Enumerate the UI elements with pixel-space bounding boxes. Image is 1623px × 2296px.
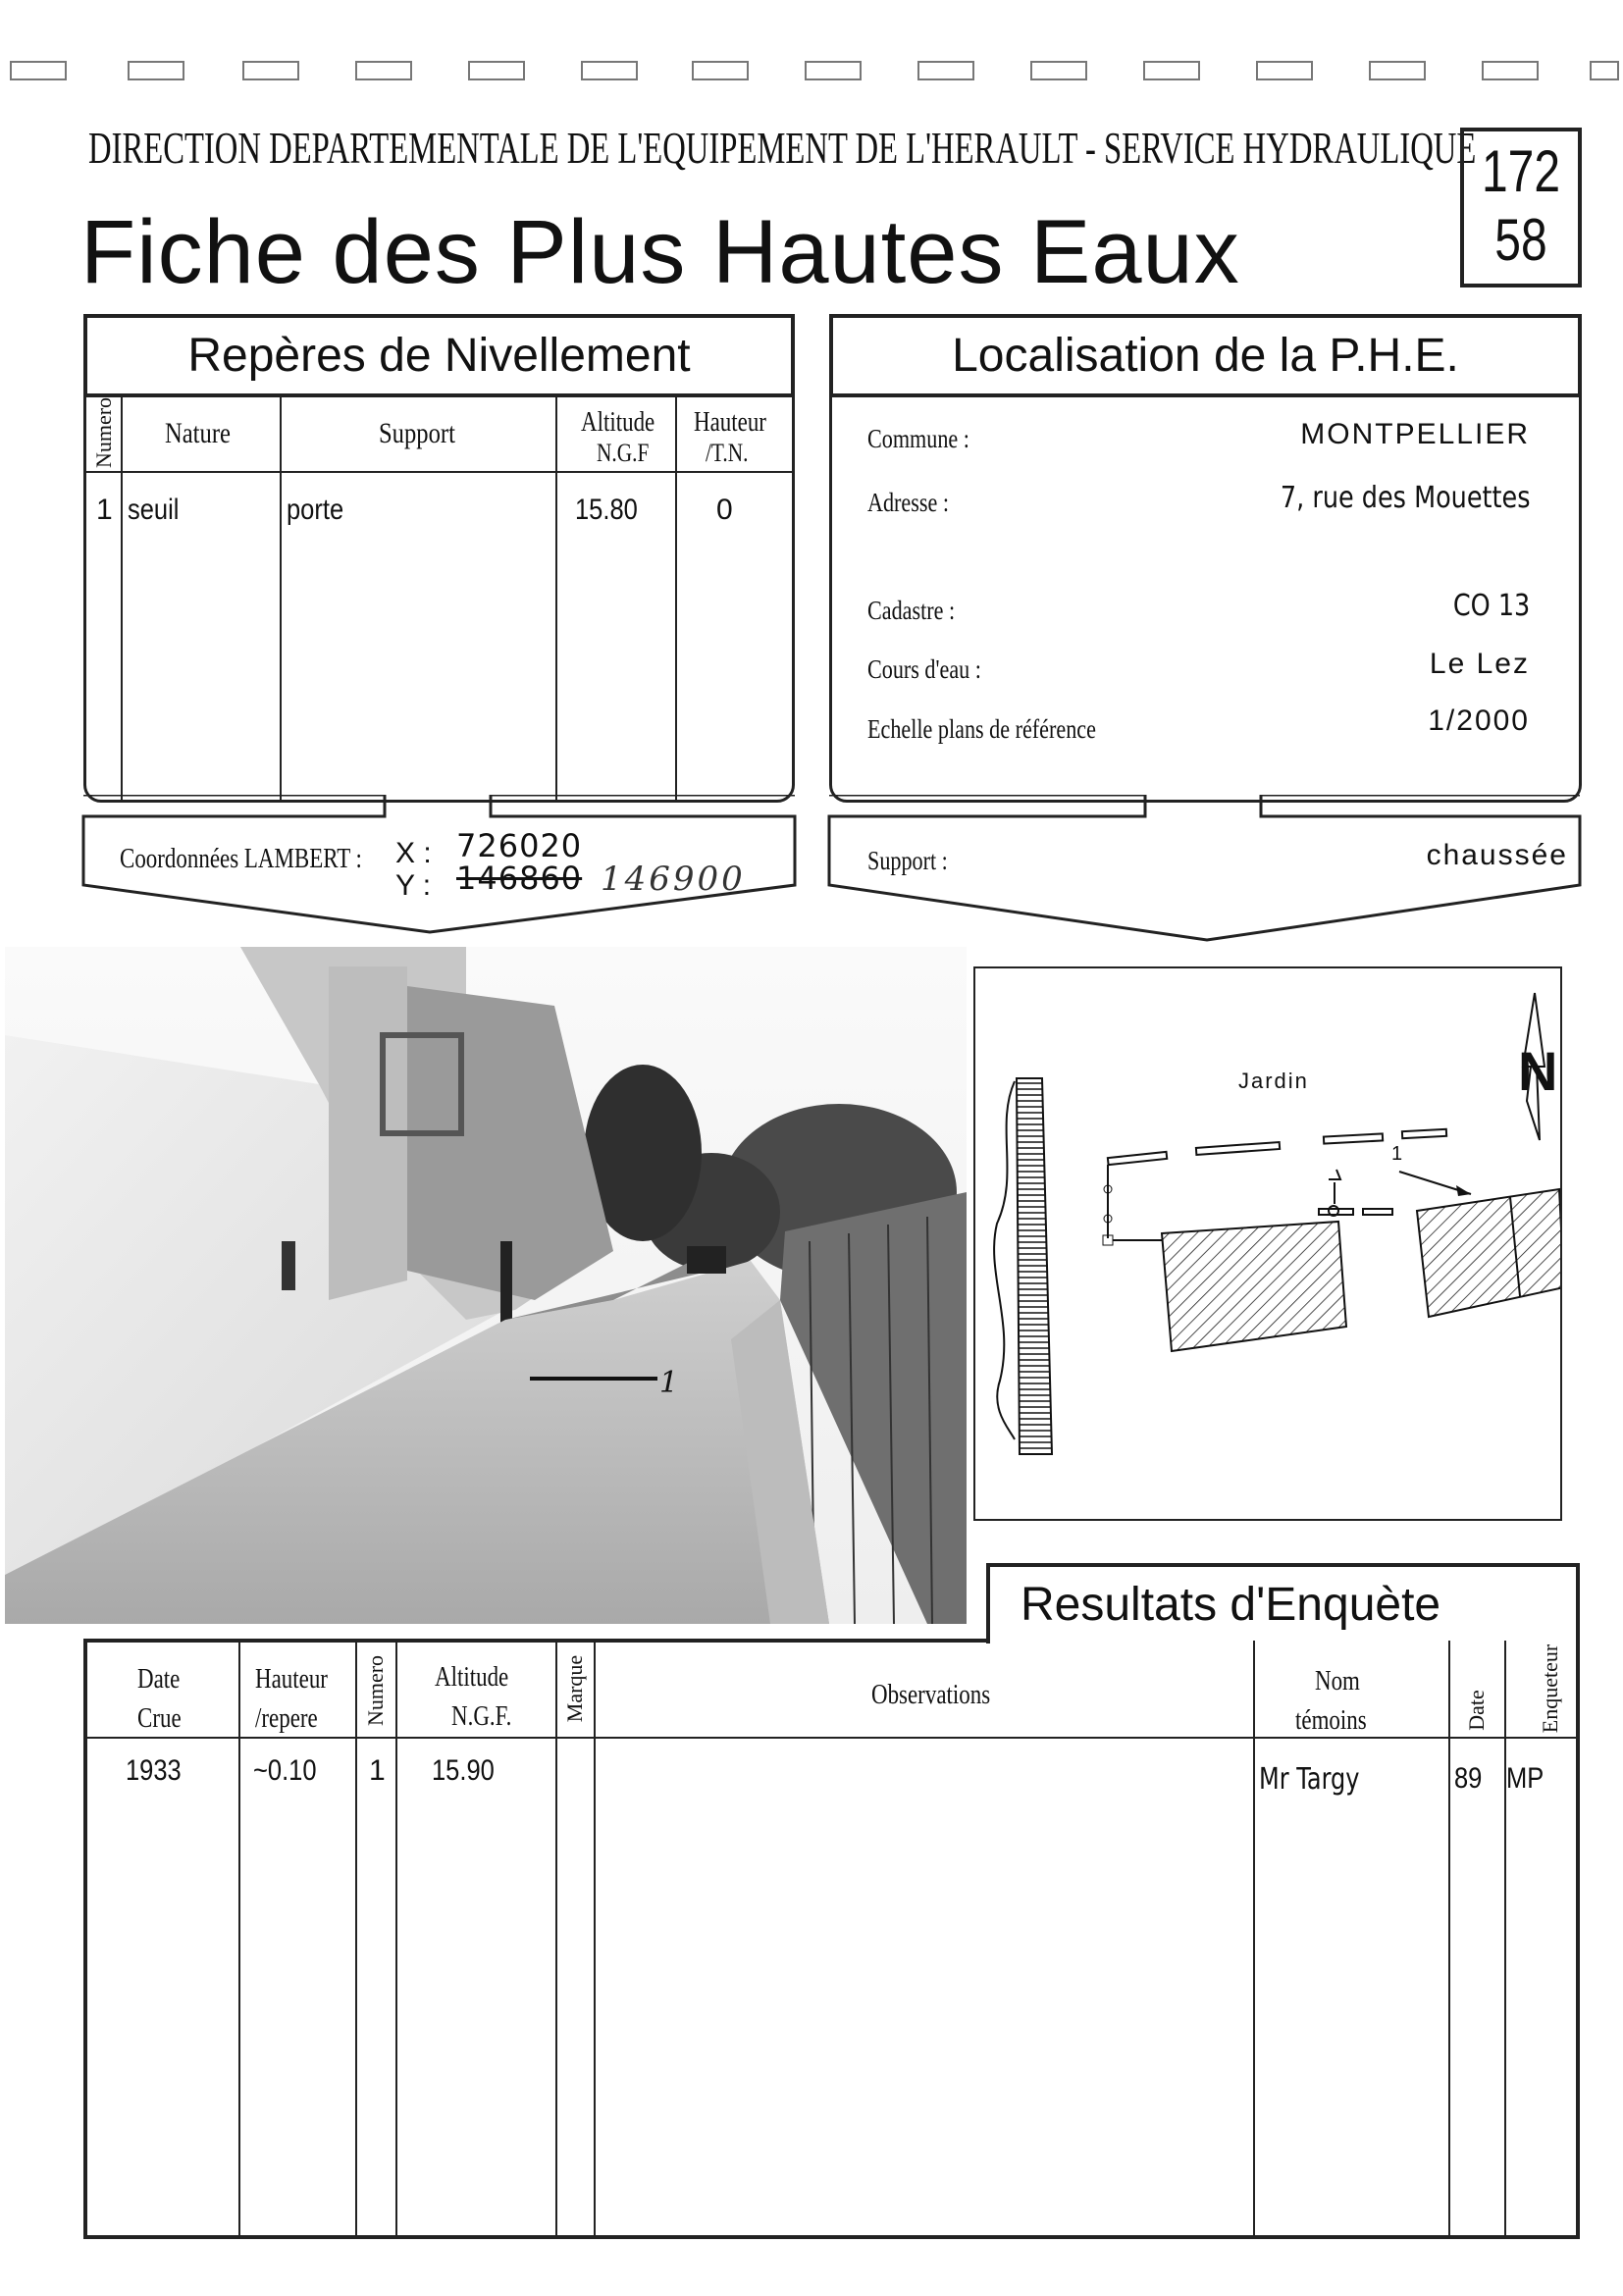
photo-marker: 1 <box>659 1366 679 1400</box>
res-enqueteur: MP <box>1506 1762 1544 1795</box>
plan-marker: 1 <box>1391 1143 1403 1165</box>
cours-eau-value: Le Lez <box>1429 648 1530 680</box>
col-marque: Marque <box>562 1654 587 1723</box>
col-hauteur-repere-2: /repere <box>255 1703 318 1734</box>
commune-value: MONTPELLIER <box>1300 418 1530 450</box>
col-enqueteur: Enqueteur <box>1538 1644 1562 1734</box>
col-date: Date <box>1464 1690 1489 1731</box>
col-hauteur-repere-1: Hauteur <box>255 1664 328 1695</box>
resultats-title: Resultats d'Enquète <box>1021 1579 1441 1631</box>
repere-hauteur: 0 <box>716 494 733 526</box>
lambert-label: Coordonnées LAMBERT : <box>120 844 362 874</box>
x-value: 726020 <box>456 827 583 864</box>
cadastre-value: CO 13 <box>1452 589 1530 623</box>
res-date-crue: 1933 <box>126 1754 182 1787</box>
repere-support: porte <box>287 494 344 526</box>
res-altitude: 15.90 <box>432 1754 495 1787</box>
col-observations: Observations <box>871 1680 991 1710</box>
col-res-altitude-1: Altitude <box>435 1662 509 1693</box>
repere-nature: seuil <box>128 494 180 526</box>
col-hauteur-1: Hauteur <box>694 407 766 438</box>
site-plan <box>973 966 1562 1521</box>
plan-drawing <box>975 968 1560 1519</box>
repere-altitude: 15.80 <box>575 494 638 526</box>
echelle-value: 1/2000 <box>1428 704 1530 737</box>
reference-top: 172 <box>1481 138 1561 204</box>
reference-bottom: 58 <box>1494 207 1547 273</box>
res-date: 89 <box>1454 1762 1483 1795</box>
x-label: X : <box>395 837 432 869</box>
commune-label: Commune : <box>867 424 969 453</box>
col-res-altitude-2: N.G.F. <box>451 1701 512 1732</box>
col-date-crue-1: Date <box>137 1664 181 1695</box>
col-res-numero: Numero <box>363 1654 388 1727</box>
col-altitude-1: Altitude <box>581 407 655 438</box>
col-hauteur-2: /T.N. <box>706 439 749 467</box>
res-numero: 1 <box>369 1754 386 1787</box>
reference-box <box>1460 128 1582 287</box>
y-value-struck: 146860 <box>456 860 583 897</box>
adresse-value: 7, rue des Mouettes <box>1280 481 1530 515</box>
res-nom: Mr Targy <box>1259 1762 1360 1797</box>
col-nature: Nature <box>165 417 231 449</box>
cadastre-label: Cadastre : <box>867 596 956 625</box>
support-label: Support : <box>867 846 948 875</box>
north-label: N <box>1518 1040 1558 1102</box>
direction-line: DIRECTION DEPARTEMENTALE DE L'EQUIPEMENT DE L'HERAULT - SERVICE HYDRAULIQUE <box>88 123 1477 173</box>
res-hauteur: ~0.10 <box>253 1754 317 1787</box>
col-date-crue-2: Crue <box>137 1703 182 1734</box>
y-label: Y : <box>395 869 432 902</box>
page-title: Fiche des Plus Hautes Eaux <box>80 202 1240 302</box>
support-value: chaussée <box>1426 839 1568 871</box>
col-nom-1: Nom <box>1315 1666 1360 1696</box>
repere-numero: 1 <box>96 494 113 526</box>
col-support: Support <box>379 417 455 449</box>
site-photo <box>5 947 967 1624</box>
localisation-title: Localisation de la P.H.E. <box>829 314 1582 397</box>
col-altitude-2: N.G.F <box>597 439 650 467</box>
adresse-label: Adresse : <box>867 488 950 517</box>
plan-garden-label: Jardin <box>1238 1069 1309 1093</box>
reperes-title: Repères de Nivellement <box>83 314 795 397</box>
col-nom-2: témoins <box>1295 1705 1367 1736</box>
col-numero: Numero <box>91 396 116 469</box>
y-value-handwritten: 146900 <box>601 860 746 899</box>
echelle-label: Echelle plans de référence <box>867 714 1096 744</box>
cours-eau-label: Cours d'eau : <box>867 654 981 684</box>
